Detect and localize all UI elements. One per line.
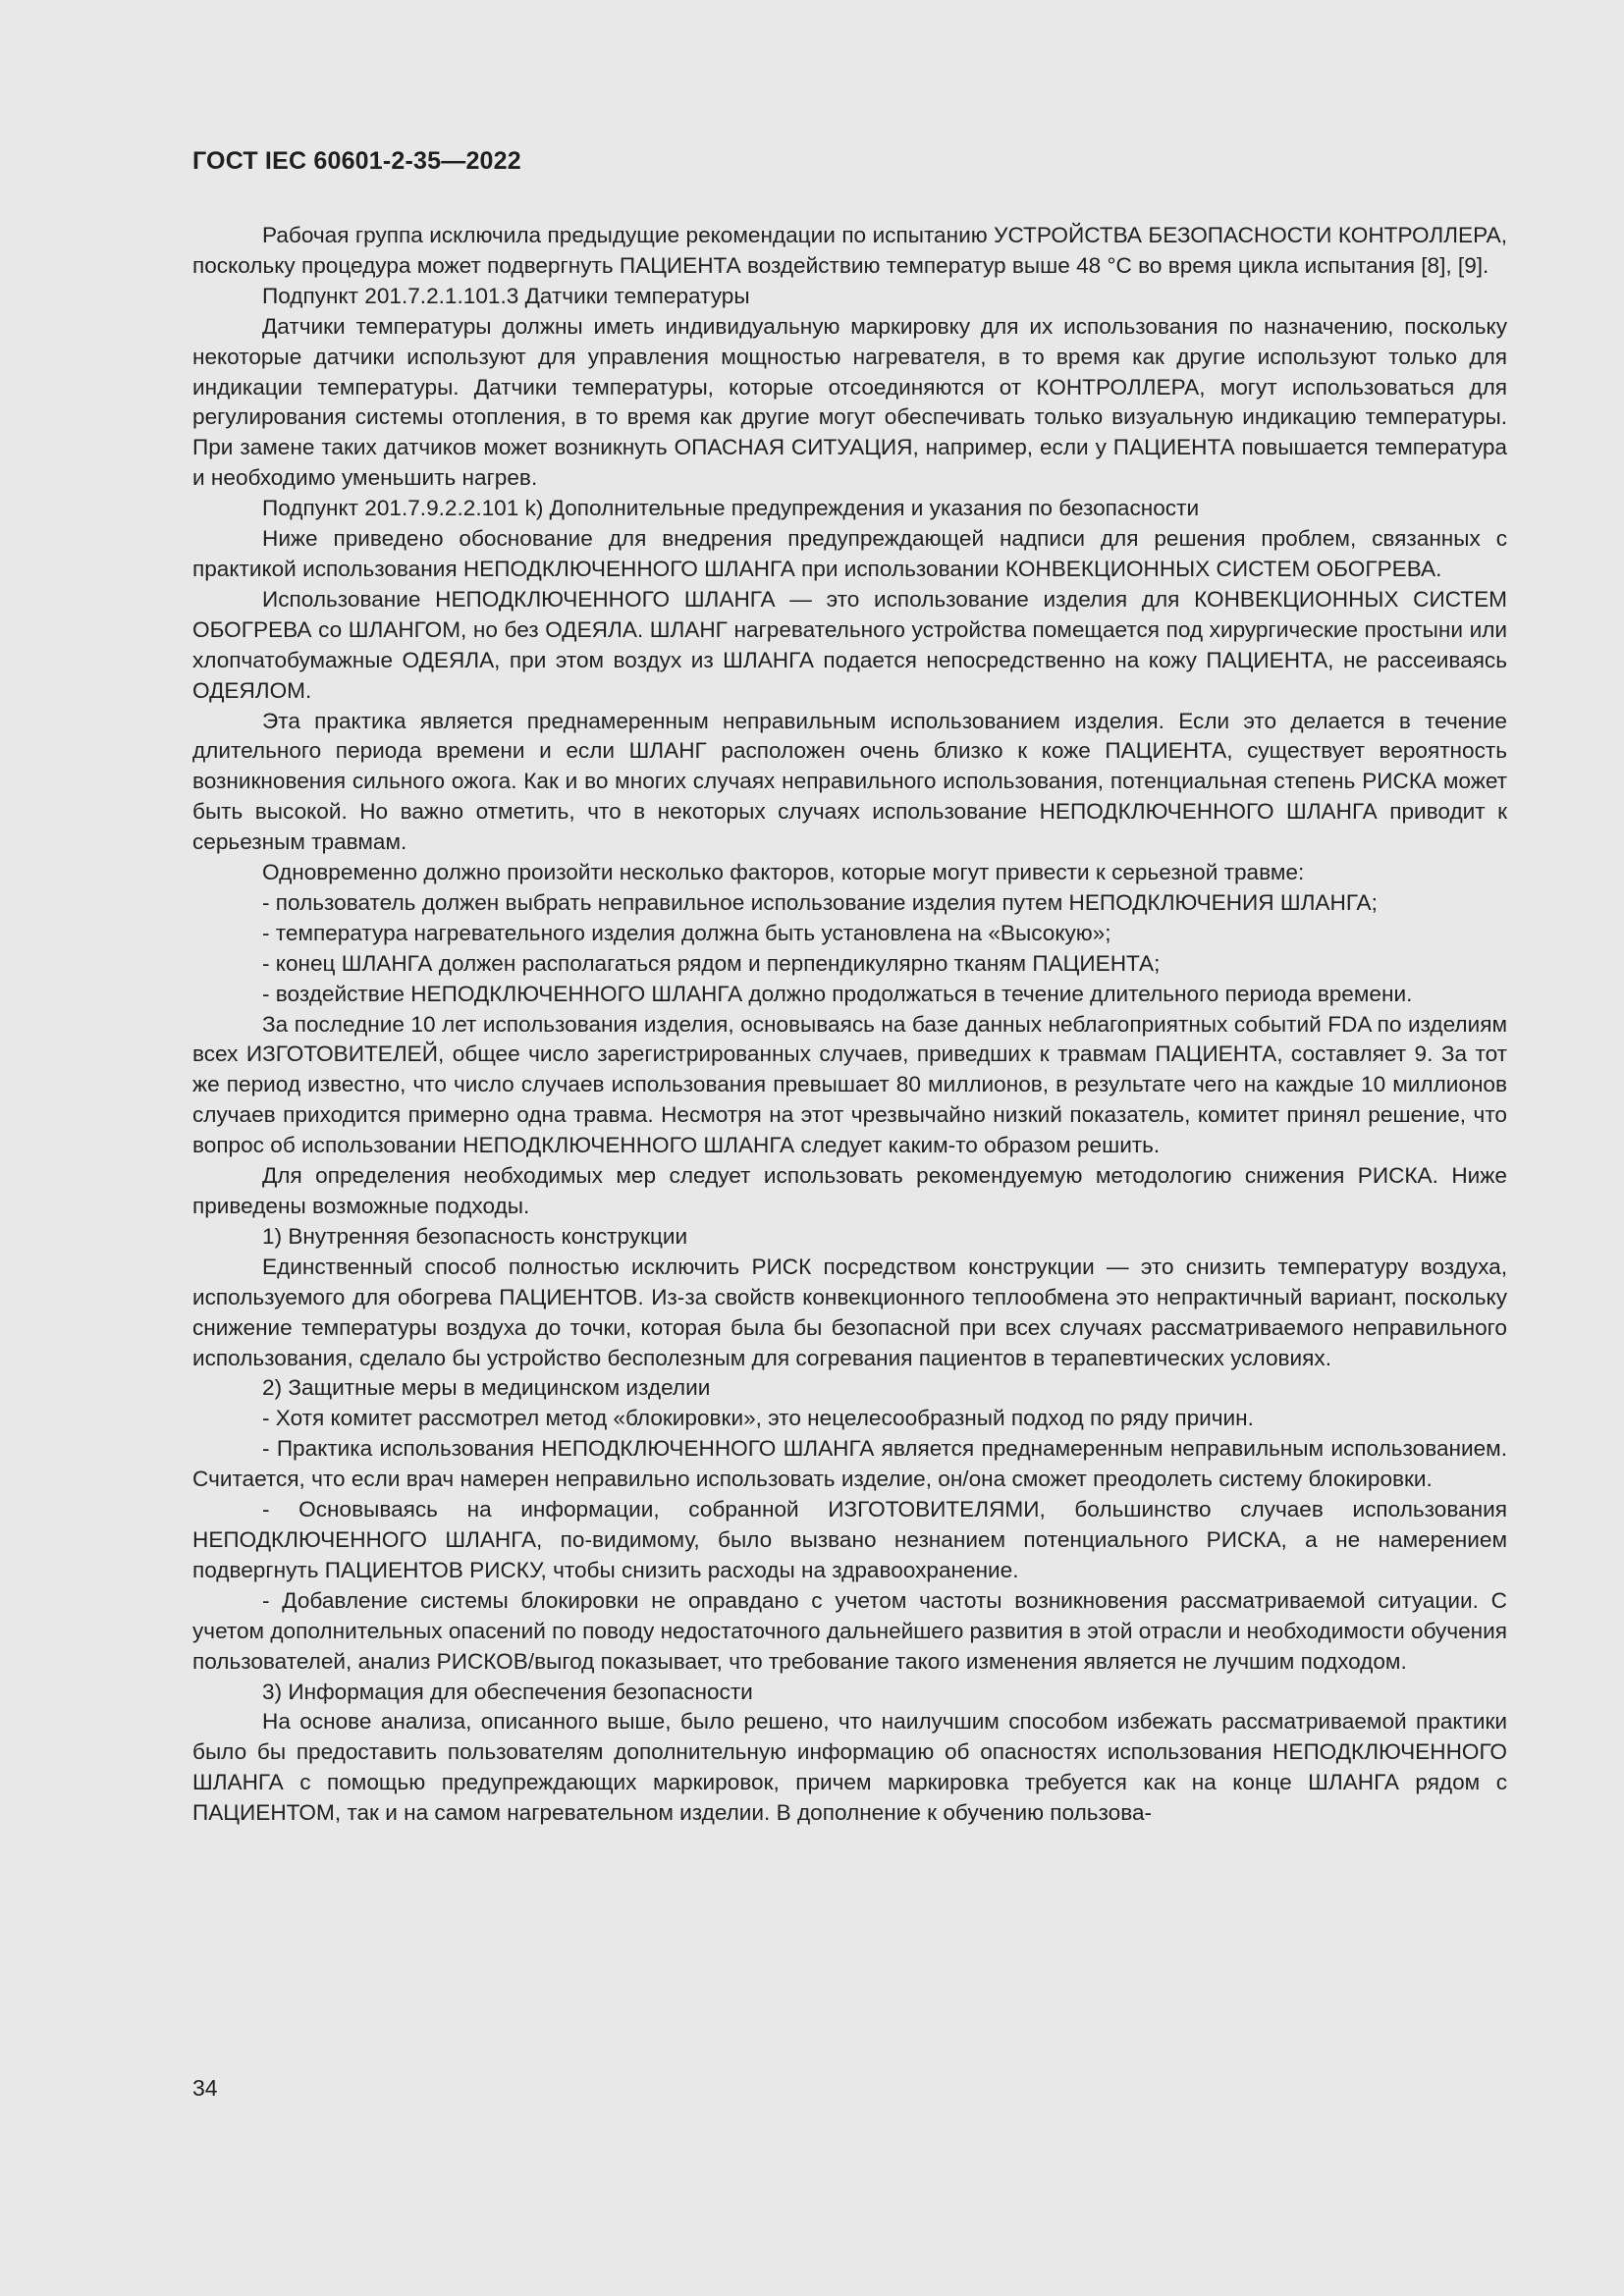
page-number: 34 — [192, 2075, 218, 2101]
paragraph: За последние 10 лет использования изделия, основываясь на базе данных неблагоприятных событий FDA по изделиям всех ИЗГОТОВИТЕЛЕЙ, общее число зарегистрированных случаев, приведших к травмам ПАЦИЕНТА, составляет 9. За тот же период известно, что число случаев использования превышает 80 миллионов, в результате чего на каждые 10 миллионов случаев приходится примерно одна травма. Несмотря на этот чрезвычайно низкий показатель, комитет принял решение, что вопрос об использовании НЕПОДКЛЮЧЕННОГО ШЛАНГА следует каким-то образом решить. — [192, 1011, 1507, 1158]
paragraph: Эта практика является преднамеренным неправильным использованием изделия. Если это делается в течение длительного периода времени и если ШЛАНГ расположен очень близко к коже ПАЦИЕНТА, существует вероятность возникновения сильного ожога. Как и во многих случаях неправильного использования, потенциальная степень РИСКА может быть высокой. Но важно отметить, что в некоторых случаях использование НЕПОДКЛЮЧЕННОГО ШЛАНГА приводит к серьезным травмам. — [192, 708, 1507, 855]
list-item: - Хотя комитет рассмотрел метод «блокировки», это нецелесообразный подход по ряду причин. — [262, 1406, 1254, 1431]
document-header: ГОСТ IEC 60601-2-35—2022 — [192, 147, 521, 175]
list-item: - воздействие НЕПОДКЛЮЧЕННОГО ШЛАНГА должно продолжаться в течение длительного периода времени. — [262, 981, 1413, 1006]
paragraph: Единственный способ полностью исключить РИСК посредством конструкции — это снизить температуру воздуха, используемого для обогрева ПАЦИЕНТОВ. Из-за свойств конвекционного теплообмена это непрактичный вариант, поскольку снижение температуры воздуха до точки, которая была бы безопасной при всех случаях рассматриваемого неправильного использования, сделало бы устройство бесполезным для согревания пациентов в терапевтических условиях. — [192, 1254, 1507, 1370]
subclause-heading: Подпункт 201.7.9.2.2.101 k) Дополнительные предупреждения и указания по безопасности — [262, 496, 1200, 521]
paragraph: Ниже приведено обоснование для внедрения предупреждающей надписи для решения проблем, связанных с практикой использования НЕПОДКЛЮЧЕННОГО ШЛАНГА при использовании КОНВЕКЦИОННЫХ СИСТЕМ ОБОГРЕВА. — [192, 526, 1507, 581]
subclause-heading: Подпункт 201.7.2.1.101.3 Датчики температуры — [262, 283, 750, 308]
paragraph: Одновременно должно произойти несколько факторов, которые могут привести к серьезной травме: — [262, 860, 1305, 885]
numbered-heading: 3) Информация для обеспечения безопасности — [262, 1679, 753, 1704]
list-item: - Практика использования НЕПОДКЛЮЧЕННОГО ШЛАНГА является преднамеренным неправильным использованием. Считается, что если врач намерен неправильно использовать изделие, он/она сможет преодолеть систему блокировки. — [192, 1436, 1507, 1492]
paragraph: На основе анализа, описанного выше, было решено, что наилучшим способом избежать рассматриваемой практики было бы предоставить пользователям дополнительную информацию об опасностях использования НЕПОДКЛЮЧЕННОГО ШЛАНГА с помощью предупреждающих маркировок, причем маркировка требуется как на конце ШЛАНГА рядом с ПАЦИЕНТОМ, так и на самом нагревательном изделии. В дополнение к обучению пользова- — [192, 1709, 1507, 1826]
paragraph: Использование НЕПОДКЛЮЧЕННОГО ШЛАНГА — это использование изделия для КОНВЕКЦИОННЫХ СИСТЕМ ОБОГРЕВА со ШЛАНГОМ, но без ОДЕЯЛА. ШЛАНГ нагревательного устройства помещается под хирургические простыни или хлопчатобумажные ОДЕЯЛА, при этом воздух из ШЛАНГА подается непосредственно на кожу ПАЦИЕНТА, не рассеиваясь ОДЕЯЛОМ. — [192, 586, 1507, 703]
numbered-heading: 1) Внутренняя безопасность конструкции — [262, 1223, 688, 1249]
numbered-heading: 2) Защитные меры в медицинском изделии — [262, 1375, 711, 1401]
document-body — [192, 221, 1507, 1829]
paragraph: Для определения необходимых мер следует использовать рекомендуемую методологию снижения РИСКА. Ниже приведены возможные подходы. — [192, 1163, 1507, 1218]
paragraph: Рабочая группа исключила предыдущие рекомендации по испытанию УСТРОЙСТВА БЕЗОПАСНОСТИ КОНТРОЛЛЕРА, поскольку процедура может подвергнуть ПАЦИЕНТА воздействию температур выше 48 °С во время цикла испытания [8], [9]. — [192, 223, 1507, 278]
list-item: - температура нагревательного изделия должна быть установлена на «Высокую»; — [262, 920, 1111, 945]
list-item: - пользователь должен выбрать неправильное использование изделия путем НЕПОДКЛЮЧЕНИЯ ШЛАНГА; — [262, 889, 1378, 915]
list-item: - Основываясь на информации, собранной ИЗГОТОВИТЕЛЯМИ, большинство случаев использования НЕПОДКЛЮЧЕННОГО ШЛАНГА, по-видимому, было вызвано незнанием потенциального РИСКА, а не намерением подвергнуть ПАЦИЕНТОВ РИСКУ, чтобы снизить расходы на здравоохранение. — [192, 1497, 1507, 1582]
list-item: - Добавление системы блокировки не оправдано с учетом частоты возникновения рассматриваемой ситуации. С учетом дополнительных опасений по поводу недостаточного дальнейшего развития в этой отрасли и необходимости обучения пользователей, анализ РИСКОВ/выгод показывает, что требование такого изменения является не лучшим подходом. — [192, 1587, 1507, 1674]
list-item: - конец ШЛАНГА должен располагаться рядом и перпендикулярно тканям ПАЦИЕНТА; — [262, 950, 1161, 976]
paragraph: Датчики температуры должны иметь индивидуальную маркировку для их использования по назначению, поскольку некоторые датчики используют для управления мощностью нагревателя, в то время как другие используют только для индикации температуры. Датчики температуры, которые отсоединяются от КОНТРОЛЛЕРА, могут использоваться для регулирования системы отопления, в то время как другие могут обеспечивать только визуальную индикацию температуры. При замене таких датчиков может возникнуть ОПАСНАЯ СИТУАЦИЯ, например, если у ПАЦИЕНТА повышается температура и необходимо уменьшить нагрев. — [192, 313, 1507, 491]
